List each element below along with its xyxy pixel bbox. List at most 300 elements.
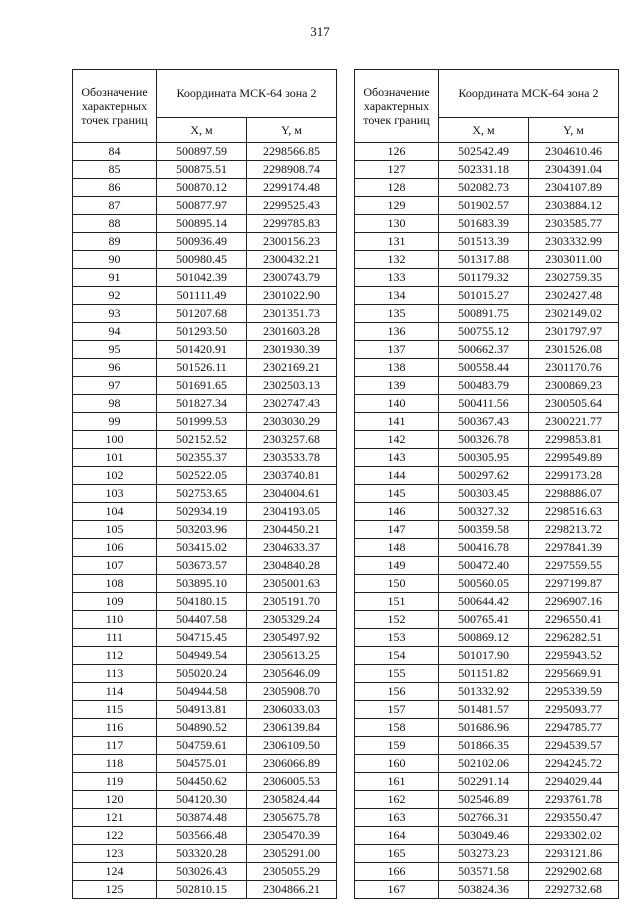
y-coordinate-cell: 2305191.70: [247, 593, 337, 611]
y-coordinate-cell: 2297199.87: [529, 575, 619, 593]
point-number-cell: 105: [73, 521, 157, 539]
y-coordinate-cell: 2299174.48: [247, 179, 337, 197]
table-row: [73, 413, 337, 431]
point-number-cell: 127: [355, 161, 439, 179]
point-number-cell: 142: [355, 431, 439, 449]
y-coordinate-cell: 2302759.35: [529, 269, 619, 287]
y-coordinate-cell: 2295093.77: [529, 701, 619, 719]
table-row: [73, 287, 337, 305]
point-number-cell: 121: [73, 809, 157, 827]
y-coordinate-cell: 2305497.92: [247, 629, 337, 647]
y-coordinate-cell: 2301351.73: [247, 305, 337, 323]
table-row: [73, 467, 337, 485]
x-coordinate-cell: 502082.73: [439, 179, 529, 197]
point-number-cell: 143: [355, 449, 439, 467]
y-coordinate-cell: 2294785.77: [529, 719, 619, 737]
point-number-cell: 162: [355, 791, 439, 809]
x-coordinate-cell: 501111.49: [157, 287, 247, 305]
x-coordinate-cell: 502542.49: [439, 143, 529, 161]
table-row: [73, 683, 337, 701]
x-coordinate-cell: 501317.88: [439, 251, 529, 269]
table-row: [355, 485, 619, 503]
coordinates-table-left: [72, 69, 337, 899]
x-coordinate-cell: 500877.97: [157, 197, 247, 215]
y-coordinate-cell: 2305646.09: [247, 665, 337, 683]
point-number-cell: 144: [355, 467, 439, 485]
point-number-cell: 98: [73, 395, 157, 413]
y-coordinate-cell: 2302503.13: [247, 377, 337, 395]
y-coordinate-cell: 2303884.12: [529, 197, 619, 215]
table-row: [73, 755, 337, 773]
y-coordinate-cell: 2295669.91: [529, 665, 619, 683]
x-coordinate-cell: 500891.75: [439, 305, 529, 323]
x-coordinate-cell: 503874.48: [157, 809, 247, 827]
point-number-cell: 167: [355, 881, 439, 899]
point-number-cell: 132: [355, 251, 439, 269]
table-row: [73, 305, 337, 323]
table-row: [73, 485, 337, 503]
y-coordinate-cell: 2298516.63: [529, 503, 619, 521]
x-coordinate-cell: 501691.65: [157, 377, 247, 395]
table-row: [73, 179, 337, 197]
point-number-cell: 109: [73, 593, 157, 611]
x-column-header: X, м: [439, 117, 529, 142]
y-coordinate-cell: 2304610.46: [529, 143, 619, 161]
y-coordinate-cell: 2301603.28: [247, 323, 337, 341]
point-number-cell: 91: [73, 269, 157, 287]
y-coordinate-cell: 2306066.89: [247, 755, 337, 773]
y-coordinate-cell: 2300221.77: [529, 413, 619, 431]
x-coordinate-cell: 503895.10: [157, 575, 247, 593]
y-coordinate-cell: 2294245.72: [529, 755, 619, 773]
y-coordinate-cell: 2295943.52: [529, 647, 619, 665]
y-coordinate-cell: 2302169.21: [247, 359, 337, 377]
point-number-cell: 87: [73, 197, 157, 215]
table-row: [355, 431, 619, 449]
x-coordinate-cell: 504407.58: [157, 611, 247, 629]
x-coordinate-cell: 500869.12: [439, 629, 529, 647]
x-coordinate-cell: 505020.24: [157, 665, 247, 683]
y-coordinate-cell: 2300432.21: [247, 251, 337, 269]
y-coordinate-cell: 2294029.44: [529, 773, 619, 791]
y-coordinate-cell: 2299549.89: [529, 449, 619, 467]
x-coordinate-cell: 500644.42: [439, 593, 529, 611]
x-coordinate-cell: 500870.12: [157, 179, 247, 197]
x-coordinate-cell: 500662.37: [439, 341, 529, 359]
x-coordinate-cell: 501686.96: [439, 719, 529, 737]
table-row: [355, 701, 619, 719]
point-number-cell: 104: [73, 503, 157, 521]
table-row: [355, 269, 619, 287]
table-row: [355, 755, 619, 773]
x-coordinate-cell: 500297.62: [439, 467, 529, 485]
point-number-cell: 95: [73, 341, 157, 359]
point-number-cell: 129: [355, 197, 439, 215]
point-column-header: Обозначение характерных точек границ: [355, 70, 439, 143]
x-coordinate-cell: 501481.57: [439, 701, 529, 719]
x-coordinate-cell: 504180.15: [157, 593, 247, 611]
y-coordinate-cell: 2296550.41: [529, 611, 619, 629]
point-number-cell: 85: [73, 161, 157, 179]
x-coordinate-cell: 500327.32: [439, 503, 529, 521]
y-coordinate-cell: 2304450.21: [247, 521, 337, 539]
point-number-cell: 112: [73, 647, 157, 665]
table-row: [73, 269, 337, 287]
point-number-cell: 148: [355, 539, 439, 557]
table-row: [73, 863, 337, 881]
point-number-cell: 152: [355, 611, 439, 629]
point-number-cell: 126: [355, 143, 439, 161]
y-coordinate-cell: 2299173.28: [529, 467, 619, 485]
y-coordinate-cell: 2303740.81: [247, 467, 337, 485]
x-coordinate-cell: 502766.31: [439, 809, 529, 827]
x-coordinate-cell: 500305.95: [439, 449, 529, 467]
y-column-header: Y, м: [529, 117, 619, 142]
point-number-cell: 123: [73, 845, 157, 863]
y-coordinate-cell: 2305001.63: [247, 575, 337, 593]
point-number-cell: 92: [73, 287, 157, 305]
table-row: [355, 377, 619, 395]
x-coordinate-cell: 500411.56: [439, 395, 529, 413]
y-coordinate-cell: 2299525.43: [247, 197, 337, 215]
table-row: [355, 179, 619, 197]
x-coordinate-cell: 500359.58: [439, 521, 529, 539]
table-row: [355, 359, 619, 377]
table-row: [355, 647, 619, 665]
y-coordinate-cell: 2298886.07: [529, 485, 619, 503]
table-row: [73, 611, 337, 629]
x-coordinate-cell: 500367.43: [439, 413, 529, 431]
table-row: [355, 161, 619, 179]
y-coordinate-cell: 2302149.02: [529, 305, 619, 323]
x-coordinate-cell: 500875.51: [157, 161, 247, 179]
x-coordinate-cell: 504120.30: [157, 791, 247, 809]
table-row: [355, 287, 619, 305]
y-coordinate-cell: 2305824.44: [247, 791, 337, 809]
x-coordinate-cell: 503415.02: [157, 539, 247, 557]
x-coordinate-cell: 503571.58: [439, 863, 529, 881]
point-number-cell: 103: [73, 485, 157, 503]
y-coordinate-cell: 2293761.78: [529, 791, 619, 809]
x-coordinate-cell: 503026.43: [157, 863, 247, 881]
table-row: [73, 575, 337, 593]
y-coordinate-cell: 2304193.05: [247, 503, 337, 521]
point-number-cell: 166: [355, 863, 439, 881]
x-coordinate-cell: 501015.27: [439, 287, 529, 305]
x-coordinate-cell: 501151.82: [439, 665, 529, 683]
point-number-cell: 114: [73, 683, 157, 701]
table-row: [355, 395, 619, 413]
y-coordinate-cell: 2301930.39: [247, 341, 337, 359]
x-coordinate-cell: 501683.39: [439, 215, 529, 233]
table-row: [73, 557, 337, 575]
y-coordinate-cell: 2306139.84: [247, 719, 337, 737]
x-coordinate-cell: 500936.49: [157, 233, 247, 251]
table-row: [355, 467, 619, 485]
y-coordinate-cell: 2296282.51: [529, 629, 619, 647]
y-coordinate-cell: 2301022.90: [247, 287, 337, 305]
table-row: [73, 701, 337, 719]
point-number-cell: 115: [73, 701, 157, 719]
point-number-cell: 110: [73, 611, 157, 629]
y-coordinate-cell: 2298566.85: [247, 143, 337, 161]
point-number-cell: 90: [73, 251, 157, 269]
point-number-cell: 159: [355, 737, 439, 755]
x-coordinate-cell: 504913.81: [157, 701, 247, 719]
y-coordinate-cell: 2295339.59: [529, 683, 619, 701]
y-coordinate-cell: 2300743.79: [247, 269, 337, 287]
y-coordinate-cell: 2301797.97: [529, 323, 619, 341]
y-coordinate-cell: 2306005.53: [247, 773, 337, 791]
table-row: [73, 647, 337, 665]
table-row: [355, 557, 619, 575]
point-number-cell: 149: [355, 557, 439, 575]
x-coordinate-cell: 503824.36: [439, 881, 529, 899]
y-coordinate-cell: 2298213.72: [529, 521, 619, 539]
table-row: [355, 791, 619, 809]
y-column-header: Y, м: [247, 117, 337, 142]
table-row: [73, 503, 337, 521]
point-number-cell: 153: [355, 629, 439, 647]
point-number-cell: 157: [355, 701, 439, 719]
x-coordinate-cell: 503273.23: [439, 845, 529, 863]
y-coordinate-cell: 2304391.04: [529, 161, 619, 179]
y-coordinate-cell: 2305055.29: [247, 863, 337, 881]
point-number-cell: 160: [355, 755, 439, 773]
table-body-left: [73, 143, 337, 899]
y-coordinate-cell: 2296907.16: [529, 593, 619, 611]
table-row: [73, 881, 337, 899]
table-row: [355, 215, 619, 233]
point-number-cell: 136: [355, 323, 439, 341]
table-row: [355, 413, 619, 431]
point-number-cell: 156: [355, 683, 439, 701]
table-row: [73, 773, 337, 791]
point-number-cell: 147: [355, 521, 439, 539]
y-coordinate-cell: 2297841.39: [529, 539, 619, 557]
x-coordinate-cell: 504949.54: [157, 647, 247, 665]
point-number-cell: 139: [355, 377, 439, 395]
point-number-cell: 89: [73, 233, 157, 251]
y-coordinate-cell: 2305470.39: [247, 827, 337, 845]
y-coordinate-cell: 2293121.86: [529, 845, 619, 863]
table-row: [355, 845, 619, 863]
point-number-cell: 88: [73, 215, 157, 233]
coordinates-table-right: [354, 69, 619, 899]
x-coordinate-cell: 503566.48: [157, 827, 247, 845]
point-number-cell: 124: [73, 863, 157, 881]
point-number-cell: 119: [73, 773, 157, 791]
point-number-cell: 155: [355, 665, 439, 683]
table-row: [73, 521, 337, 539]
point-number-cell: 133: [355, 269, 439, 287]
table-row: [73, 665, 337, 683]
y-coordinate-cell: 2300869.23: [529, 377, 619, 395]
point-number-cell: 161: [355, 773, 439, 791]
point-number-cell: 108: [73, 575, 157, 593]
y-coordinate-cell: 2293302.02: [529, 827, 619, 845]
y-coordinate-cell: 2305675.78: [247, 809, 337, 827]
y-coordinate-cell: 2300505.64: [529, 395, 619, 413]
table-row: [73, 395, 337, 413]
x-coordinate-cell: 503320.28: [157, 845, 247, 863]
point-number-cell: 145: [355, 485, 439, 503]
point-number-cell: 113: [73, 665, 157, 683]
table-row: [73, 809, 337, 827]
table-row: [73, 629, 337, 647]
y-coordinate-cell: 2299853.81: [529, 431, 619, 449]
table-row: [355, 773, 619, 791]
x-coordinate-cell: 502522.05: [157, 467, 247, 485]
table-row: [73, 161, 337, 179]
table-row: [355, 827, 619, 845]
table-row: [355, 521, 619, 539]
table-row: [73, 791, 337, 809]
table-row: [355, 683, 619, 701]
table-row: [73, 431, 337, 449]
x-coordinate-cell: 501293.50: [157, 323, 247, 341]
x-coordinate-cell: 504944.58: [157, 683, 247, 701]
table-row: [355, 503, 619, 521]
table-row: [73, 251, 337, 269]
point-number-cell: 154: [355, 647, 439, 665]
table-row: [355, 863, 619, 881]
point-number-cell: 96: [73, 359, 157, 377]
table-row: [355, 305, 619, 323]
x-coordinate-cell: 504575.01: [157, 755, 247, 773]
table-row: [73, 737, 337, 755]
y-coordinate-cell: 2301170.76: [529, 359, 619, 377]
x-coordinate-cell: 500416.78: [439, 539, 529, 557]
table-row: [355, 341, 619, 359]
x-coordinate-cell: 500755.12: [439, 323, 529, 341]
table-row: [355, 593, 619, 611]
x-column-header: X, м: [157, 117, 247, 142]
x-coordinate-cell: 501526.11: [157, 359, 247, 377]
y-coordinate-cell: 2299785.83: [247, 215, 337, 233]
point-number-cell: 100: [73, 431, 157, 449]
table-row: [73, 341, 337, 359]
x-coordinate-cell: 503673.57: [157, 557, 247, 575]
y-coordinate-cell: 2297559.55: [529, 557, 619, 575]
table-row: [355, 143, 619, 161]
point-number-cell: 130: [355, 215, 439, 233]
x-coordinate-cell: 502810.15: [157, 881, 247, 899]
x-coordinate-cell: 504450.62: [157, 773, 247, 791]
point-number-cell: 122: [73, 827, 157, 845]
table-row: [355, 881, 619, 899]
y-coordinate-cell: 2303011.00: [529, 251, 619, 269]
x-coordinate-cell: 500303.45: [439, 485, 529, 503]
x-coordinate-cell: 501042.39: [157, 269, 247, 287]
point-number-cell: 137: [355, 341, 439, 359]
point-number-cell: 94: [73, 323, 157, 341]
point-number-cell: 97: [73, 377, 157, 395]
x-coordinate-cell: 501179.32: [439, 269, 529, 287]
y-coordinate-cell: 2304633.37: [247, 539, 337, 557]
x-coordinate-cell: 502291.14: [439, 773, 529, 791]
y-coordinate-cell: 2304004.61: [247, 485, 337, 503]
point-number-cell: 107: [73, 557, 157, 575]
y-coordinate-cell: 2306109.50: [247, 737, 337, 755]
x-coordinate-cell: 500897.59: [157, 143, 247, 161]
x-coordinate-cell: 501420.91: [157, 341, 247, 359]
y-coordinate-cell: 2305613.25: [247, 647, 337, 665]
x-coordinate-cell: 502102.06: [439, 755, 529, 773]
x-coordinate-cell: 501866.35: [439, 737, 529, 755]
table-row: [355, 323, 619, 341]
y-coordinate-cell: 2305291.00: [247, 845, 337, 863]
table-row: [73, 215, 337, 233]
x-coordinate-cell: 500558.44: [439, 359, 529, 377]
x-coordinate-cell: 502331.18: [439, 161, 529, 179]
x-coordinate-cell: 500895.14: [157, 215, 247, 233]
table-row: [73, 827, 337, 845]
x-coordinate-cell: 502934.19: [157, 503, 247, 521]
y-coordinate-cell: 2292732.68: [529, 881, 619, 899]
table-row: [355, 575, 619, 593]
y-coordinate-cell: 2305329.24: [247, 611, 337, 629]
point-number-cell: 163: [355, 809, 439, 827]
coordinate-system-header: Координата МСК-64 зона 2: [439, 70, 619, 118]
x-coordinate-cell: 501017.90: [439, 647, 529, 665]
point-number-cell: 118: [73, 755, 157, 773]
y-coordinate-cell: 2302747.43: [247, 395, 337, 413]
table-row: [355, 719, 619, 737]
table-row: [73, 143, 337, 161]
point-number-cell: 86: [73, 179, 157, 197]
x-coordinate-cell: 501902.57: [439, 197, 529, 215]
table-row: [355, 629, 619, 647]
y-coordinate-cell: 2302427.48: [529, 287, 619, 305]
y-coordinate-cell: 2303533.78: [247, 449, 337, 467]
y-coordinate-cell: 2306033.03: [247, 701, 337, 719]
y-coordinate-cell: 2292902.68: [529, 863, 619, 881]
x-coordinate-cell: 500326.78: [439, 431, 529, 449]
x-coordinate-cell: 502355.37: [157, 449, 247, 467]
point-number-cell: 128: [355, 179, 439, 197]
point-number-cell: 102: [73, 467, 157, 485]
table-row: [73, 323, 337, 341]
point-number-cell: 150: [355, 575, 439, 593]
y-coordinate-cell: 2301526.08: [529, 341, 619, 359]
table-row: [73, 233, 337, 251]
y-coordinate-cell: 2304840.28: [247, 557, 337, 575]
table-row: [355, 233, 619, 251]
x-coordinate-cell: 503203.96: [157, 521, 247, 539]
table-row: [355, 539, 619, 557]
table-row: [73, 377, 337, 395]
x-coordinate-cell: 504759.61: [157, 737, 247, 755]
y-coordinate-cell: 2304107.89: [529, 179, 619, 197]
x-coordinate-cell: 504715.45: [157, 629, 247, 647]
y-coordinate-cell: 2303030.29: [247, 413, 337, 431]
point-number-cell: 135: [355, 305, 439, 323]
point-number-cell: 125: [73, 881, 157, 899]
point-number-cell: 106: [73, 539, 157, 557]
x-coordinate-cell: 501999.53: [157, 413, 247, 431]
point-number-cell: 158: [355, 719, 439, 737]
point-number-cell: 141: [355, 413, 439, 431]
x-coordinate-cell: 500472.40: [439, 557, 529, 575]
x-coordinate-cell: 500765.41: [439, 611, 529, 629]
y-coordinate-cell: 2303332.99: [529, 233, 619, 251]
point-number-cell: 151: [355, 593, 439, 611]
table-row: [355, 809, 619, 827]
x-coordinate-cell: 501513.39: [439, 233, 529, 251]
point-number-cell: 84: [73, 143, 157, 161]
point-number-cell: 140: [355, 395, 439, 413]
